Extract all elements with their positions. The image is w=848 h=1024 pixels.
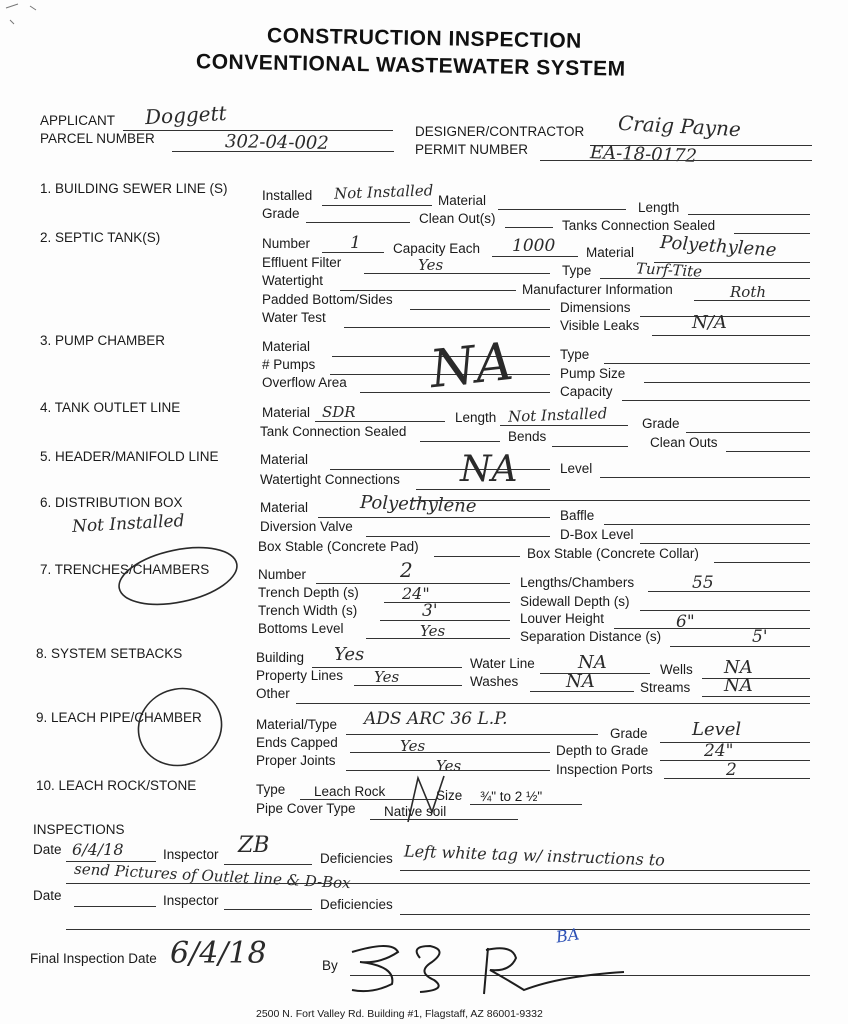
s1-tanksconn-label: Tanks Connection Sealed — [562, 218, 716, 233]
s7-louver-label: Louver Height — [520, 611, 605, 626]
s2-type-label: Type — [562, 263, 592, 278]
final-inspection-label: Final Inspection Date — [30, 951, 157, 966]
s1-cleanouts-label: Clean Out(s) — [419, 211, 496, 226]
designer-value[interactable]: Craig Payne — [617, 110, 742, 142]
by-label: By — [322, 958, 338, 973]
s7-separation-value[interactable]: 5' — [752, 627, 768, 647]
signature-mark — [352, 946, 398, 991]
s3-overflow-label: Overflow Area — [262, 375, 347, 390]
s9-grade-label: Grade — [610, 726, 648, 741]
s2-capacity-value[interactable]: 1000 — [512, 236, 556, 256]
s9-ports-label: Inspection Ports — [556, 762, 653, 777]
s10-pipecover-value[interactable]: Native soil — [384, 804, 447, 819]
corner-smudge — [6, 4, 36, 24]
insp2-inspector-label: Inspector — [163, 893, 219, 908]
s8-streams-value[interactable]: NA — [724, 675, 753, 696]
leach-circle-mark — [128, 677, 233, 777]
s3-capacity-label: Capacity — [560, 384, 613, 399]
s9-depth-value[interactable]: 24" — [704, 741, 734, 761]
s9-depth-label: Depth to Grade — [556, 743, 649, 758]
s2-number-value[interactable]: 1 — [350, 233, 361, 253]
leach-rock-na-mark — [408, 776, 444, 822]
s2-visibleleaks-value[interactable]: N/A — [692, 312, 727, 333]
s3-pumpsize-label: Pump Size — [560, 366, 626, 381]
s6-boxcollar-label: Box Stable (Concrete Collar) — [527, 546, 699, 561]
s4-length-value[interactable]: Not Installed — [507, 404, 608, 426]
s5-level-label: Level — [560, 461, 593, 476]
s10-type-label: Type — [256, 782, 286, 797]
s7-lengths-value[interactable]: 55 — [692, 573, 714, 593]
s1-material-label: Material — [438, 193, 487, 208]
s8-waterline-label: Water Line — [470, 656, 535, 671]
s4-cleanouts-label: Clean Outs — [650, 435, 718, 450]
parcel-label: PARCEL NUMBER — [40, 131, 155, 146]
s7-bottoms-value[interactable]: Yes — [420, 622, 446, 640]
section3-title: 3. PUMP CHAMBER — [40, 333, 166, 348]
section8-title: 8. SYSTEM SETBACKS — [36, 646, 183, 661]
trenches-circle-mark — [114, 538, 242, 614]
applicant-label: APPLICANT — [40, 113, 116, 128]
insp2-date-label: Date — [33, 888, 62, 903]
insp1-deficiencies-value2[interactable]: send Pictures of Outlet line & D-Box — [73, 859, 352, 893]
section10-title: 10. LEACH ROCK/STONE — [36, 778, 197, 793]
applicant-value[interactable]: Doggett — [144, 100, 228, 130]
s3-material-label: Material — [262, 339, 311, 354]
s6-note-value[interactable]: Not Installed — [71, 511, 185, 537]
s8-wells-label: Wells — [660, 662, 693, 677]
s8-waterline-value[interactable]: NA — [578, 652, 607, 673]
s2-watertight-label: Watertight — [262, 273, 324, 288]
s1-length-label: Length — [638, 200, 680, 215]
insp1-inspector-label: Inspector — [163, 847, 219, 862]
s7-trenchdepth-value[interactable]: 24" — [402, 584, 430, 603]
s6-boxpad-label: Box Stable (Concrete Pad) — [258, 539, 419, 554]
s2-effluent-label: Effluent Filter — [262, 255, 342, 270]
s9-joints-label: Proper Joints — [256, 753, 336, 768]
s2-manufacturer-label: Manufacturer Information — [522, 282, 673, 297]
s2-type-value[interactable]: Turf-Tite — [635, 259, 703, 281]
s10-size-value[interactable]: ¾" to 2 ½" — [480, 789, 543, 804]
by-initials: BA — [554, 924, 581, 947]
s7-louver-value[interactable]: 6" — [676, 612, 695, 632]
inspections-title: INSPECTIONS — [33, 822, 125, 837]
s1-installed-value[interactable]: Not Installed — [333, 181, 434, 203]
s6-baffle-label: Baffle — [560, 508, 595, 523]
final-inspection-value[interactable]: 6/4/18 — [170, 936, 267, 971]
s10-type-value[interactable]: Leach Rock — [314, 784, 386, 799]
s7-lengths-label: Lengths/Chambers — [520, 575, 635, 590]
section9-title: 9. LEACH PIPE/CHAMBER — [36, 710, 202, 725]
s3-pumps-label: # Pumps — [262, 357, 316, 372]
s6-diversion-label: Diversion Valve — [260, 519, 353, 534]
s1-grade-label: Grade — [262, 206, 300, 221]
s2-material-value[interactable]: Polyethylene — [659, 231, 778, 262]
s10-size-label: Size — [436, 788, 463, 803]
s9-material-value[interactable]: ADS ARC 36 L.P. — [364, 709, 508, 729]
section6-title: 6. DISTRIBUTION BOX — [40, 495, 183, 510]
permit-label: PERMIT NUMBER — [415, 142, 529, 157]
s7-trenchwidth-value[interactable]: 3' — [422, 601, 438, 621]
section2-title: 2. SEPTIC TANK(S) — [40, 230, 161, 245]
s9-joints-value[interactable]: Yes — [436, 757, 462, 775]
insp2-deficiencies-label: Deficiencies — [320, 897, 393, 912]
s1-installed-label: Installed — [262, 188, 313, 203]
s4-material-label: Material — [262, 405, 311, 420]
section1-title: 1. BUILDING SEWER LINE (S) — [40, 181, 228, 196]
s8-wells-value[interactable]: NA — [724, 657, 753, 678]
s2-watertest-label: Water Test — [262, 310, 326, 325]
s9-ports-value[interactable]: 2 — [726, 760, 737, 780]
s7-number-label: Number — [258, 567, 307, 582]
designer-label: DESIGNER/CONTRACTOR — [415, 124, 585, 139]
insp1-inspector-value[interactable]: ZB — [238, 833, 270, 858]
s2-manufacturer-value[interactable]: Roth — [730, 283, 767, 301]
s7-bottoms-label: Bottoms Level — [258, 621, 344, 636]
s6-dboxlevel-label: D-Box Level — [560, 527, 634, 542]
s2-material-label: Material — [586, 245, 635, 260]
s9-ends-label: Ends Capped — [256, 735, 338, 750]
s2-effluent-value[interactable]: Yes — [418, 256, 444, 274]
s8-building-label: Building — [256, 650, 305, 665]
form-title-line2: CONVENTIONAL WASTEWATER SYSTEM — [195, 50, 626, 81]
s5-na-value[interactable]: NA — [460, 449, 518, 490]
s8-property-label: Property Lines — [256, 668, 344, 683]
s9-grade-value[interactable]: Level — [692, 719, 742, 740]
permit-value[interactable]: EA-18-0172 — [589, 142, 698, 167]
signature-mark-3 — [484, 948, 624, 994]
s6-material-label: Material — [260, 500, 309, 515]
s2-capacity-label: Capacity Each — [393, 241, 481, 256]
insp1-date-value[interactable]: 6/4/18 — [72, 840, 124, 859]
insp1-date-label: Date — [33, 842, 62, 857]
s5-material-label: Material — [260, 452, 309, 467]
s6-material-value[interactable]: Polyethylene — [359, 491, 477, 518]
s10-pipecover-label: Pipe Cover Type — [256, 801, 356, 816]
s7-sidewall-label: Sidewall Depth (s) — [520, 594, 630, 609]
s2-visibleleaks-label: Visible Leaks — [560, 318, 640, 333]
s7-separation-label: Separation Distance (s) — [520, 629, 662, 644]
s3-type-label: Type — [560, 347, 590, 362]
insp1-deficiencies-label: Deficiencies — [320, 851, 393, 866]
s4-material-value[interactable]: SDR — [322, 403, 356, 421]
s4-length-label: Length — [455, 410, 497, 425]
parcel-value[interactable]: 302-04-002 — [224, 131, 329, 154]
s8-washes-value[interactable]: NA — [566, 671, 595, 692]
s8-building-value[interactable]: Yes — [334, 644, 365, 665]
signature-mark-2 — [417, 946, 440, 992]
section5-title: 5. HEADER/MANIFOLD LINE — [40, 449, 219, 464]
insp1-deficiencies-value1[interactable]: Left white tag w/ instructions to — [403, 841, 666, 870]
s8-other-label: Other — [256, 686, 290, 701]
s7-number-value[interactable]: 2 — [400, 558, 413, 582]
s3-na-value[interactable]: NA — [427, 331, 516, 401]
s9-ends-value[interactable]: Yes — [400, 737, 426, 755]
s7-trenchdepth-label: Trench Depth (s) — [258, 585, 359, 600]
form-title-line1: CONSTRUCTION INSPECTION — [266, 24, 583, 53]
s8-streams-label: Streams — [640, 680, 691, 695]
s9-material-label: Material/Type — [256, 717, 338, 732]
s4-grade-label: Grade — [642, 416, 680, 431]
s4-bends-label: Bends — [508, 429, 547, 444]
section7-title: 7. TRENCHES/CHAMBERS — [40, 562, 210, 577]
section4-title: 4. TANK OUTLET LINE — [40, 400, 181, 415]
s2-padded-label: Padded Bottom/Sides — [262, 292, 393, 307]
s7-trenchwidth-label: Trench Width (s) — [258, 603, 358, 618]
s2-dimensions-label: Dimensions — [560, 300, 631, 315]
s8-property-value[interactable]: Yes — [374, 668, 400, 686]
s4-tankconn-label: Tank Connection Sealed — [260, 424, 407, 439]
s2-number-label: Number — [262, 236, 311, 251]
footer-address: 2500 N. Fort Valley Rd. Building #1, Flagstaff, AZ 86001-9332 — [256, 1008, 543, 1020]
s8-washes-label: Washes — [470, 674, 519, 689]
s5-watertight-label: Watertight Connections — [260, 472, 400, 487]
